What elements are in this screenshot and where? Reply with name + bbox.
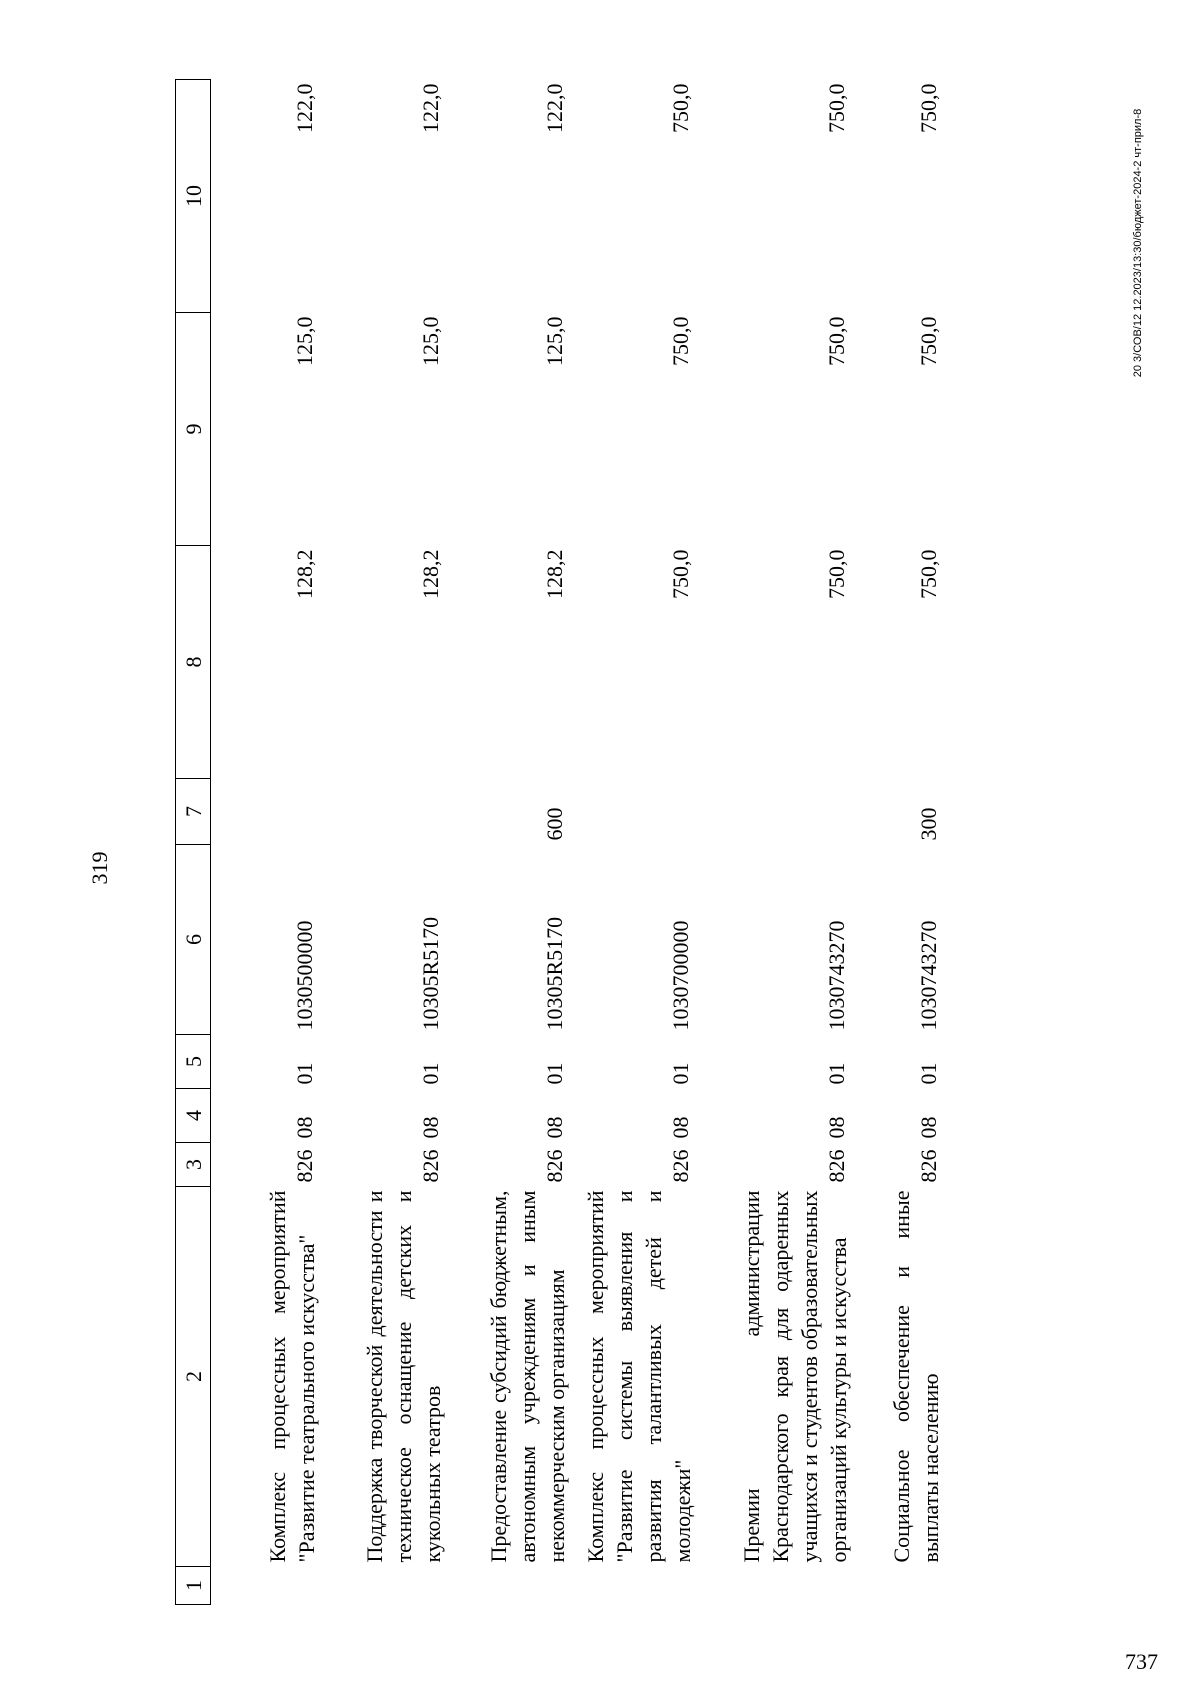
cell-c10: 750,0 bbox=[823, 83, 849, 133]
cell-c5: 01 bbox=[667, 1062, 693, 1085]
cell-c10: 750,0 bbox=[915, 83, 941, 133]
cell-c3: 826 bbox=[291, 1149, 317, 1183]
cell-c9: 125,0 bbox=[417, 316, 443, 366]
cell-c7 bbox=[697, 779, 853, 845]
rotated-page bbox=[175, 80, 985, 1605]
sheet-number: 737 bbox=[1125, 1649, 1158, 1674]
cell-c6: 10305R5170 bbox=[541, 916, 567, 1031]
table-row bbox=[447, 80, 571, 1605]
header-cell: 8 bbox=[176, 546, 211, 779]
cell-c9: 750,0 bbox=[667, 316, 693, 366]
cell-c7 bbox=[211, 779, 321, 845]
table-row bbox=[211, 80, 321, 1605]
cell-c4: 08 bbox=[823, 1116, 849, 1139]
cell-c6: 1030743270 bbox=[915, 920, 941, 1031]
row-name: Комплекс процессных мероприятий "Развитие театрального искусства" bbox=[264, 1190, 319, 1563]
cell-c5: 01 bbox=[291, 1062, 317, 1085]
table-row bbox=[697, 80, 853, 1605]
header-cell: 4 bbox=[176, 1089, 211, 1143]
cell-c6: 10305R5170 bbox=[417, 916, 443, 1031]
page-number: 319 bbox=[87, 851, 112, 885]
cell-c3: 826 bbox=[541, 1149, 567, 1183]
budget-table bbox=[175, 79, 945, 1605]
document-code-text: 20 3/СОВ/12 12.2023/13:30/бюджет-2024-2 чт-прил-8 bbox=[1132, 108, 1144, 377]
header-cell: 9 bbox=[176, 313, 211, 546]
cell-c5: 01 bbox=[823, 1062, 849, 1085]
cell-c8: 128,2 bbox=[291, 549, 317, 599]
cell-c9: 750,0 bbox=[915, 316, 941, 366]
table-row bbox=[853, 80, 945, 1605]
cell-c9: 125,0 bbox=[291, 316, 317, 366]
row-name: Поддержка творческой деятельности и техническое оснащение детских и кукольных театров bbox=[361, 1190, 445, 1563]
header-cell: 3 bbox=[176, 1143, 211, 1187]
cell-c7 bbox=[571, 779, 697, 845]
cell-c5: 01 bbox=[417, 1062, 443, 1085]
cell-c6: 1030500000 bbox=[291, 920, 317, 1031]
header-cell: 7 bbox=[176, 779, 211, 845]
cell-c4: 08 bbox=[291, 1116, 317, 1139]
cell-c4: 08 bbox=[915, 1116, 941, 1139]
table-row bbox=[321, 80, 447, 1605]
row-name: Премии администрации Краснодарского края для одаренных учащихся и студентов образовательных организаций культуры и искусства bbox=[738, 1190, 851, 1563]
cell-c7: 300 bbox=[915, 807, 941, 841]
row-name: Комплекс процессных мероприятий "Развитие системы выявления и развития талантливых детей и молодежи" bbox=[582, 1190, 695, 1563]
cell-c6: 1030743270 bbox=[823, 920, 849, 1031]
row-name: Социальное обеспечение и иные выплаты населению bbox=[888, 1190, 943, 1563]
header-cell: 6 bbox=[176, 845, 211, 1035]
cell-c8: 750,0 bbox=[667, 549, 693, 599]
cell-c5: 01 bbox=[541, 1062, 567, 1085]
header-cell: 5 bbox=[176, 1035, 211, 1089]
cell-c8: 750,0 bbox=[823, 549, 849, 599]
cell-c8: 128,2 bbox=[417, 549, 443, 599]
cell-c9: 125,0 bbox=[541, 316, 567, 366]
cell-c3: 826 bbox=[417, 1149, 443, 1183]
cell-c4: 08 bbox=[417, 1116, 443, 1139]
cell-c8: 750,0 bbox=[915, 549, 941, 599]
cell-c8: 128,2 bbox=[541, 549, 567, 599]
cell-c3: 826 bbox=[915, 1149, 941, 1183]
cell-c4: 08 bbox=[667, 1116, 693, 1139]
header-cell: 1 bbox=[176, 1567, 211, 1605]
cell-c7: 600 bbox=[541, 807, 567, 841]
cell-c10: 122,0 bbox=[541, 83, 567, 133]
cell-c7 bbox=[321, 779, 447, 845]
cell-c5: 01 bbox=[915, 1062, 941, 1085]
cell-c3: 826 bbox=[667, 1149, 693, 1183]
row-name: Предоставление субсидий бюджетным, автономным учреждениям и иным некоммерческим организациям bbox=[485, 1190, 569, 1563]
header-row bbox=[176, 80, 211, 1605]
cell-c3: 826 bbox=[823, 1149, 849, 1183]
table-row bbox=[571, 80, 697, 1605]
cell-c4: 08 bbox=[541, 1116, 567, 1139]
document-code bbox=[1125, 70, 1151, 415]
cell-c10: 122,0 bbox=[291, 83, 317, 133]
header-cell: 2 bbox=[176, 1187, 211, 1567]
cell-c10: 750,0 bbox=[667, 83, 693, 133]
header-cell: 10 bbox=[176, 80, 211, 313]
cell-c6: 1030700000 bbox=[667, 920, 693, 1031]
cell-c9: 750,0 bbox=[823, 316, 849, 366]
cell-c10: 122,0 bbox=[417, 83, 443, 133]
